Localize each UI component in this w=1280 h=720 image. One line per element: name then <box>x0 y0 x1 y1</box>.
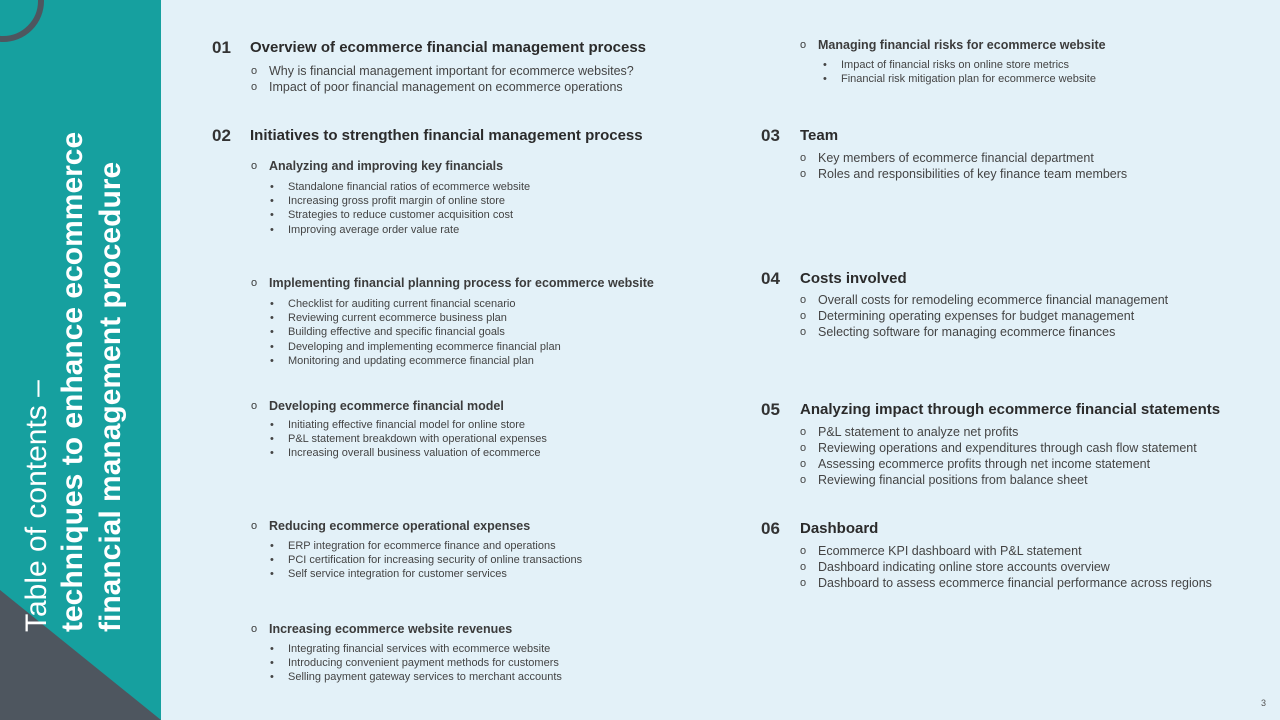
list-item: o Dashboard to assess ecommerce financial performance across regions <box>818 576 1212 590</box>
subsection-label: o Increasing ecommerce website revenues <box>269 622 512 636</box>
list-item: o Selecting software for managing ecommerce finances <box>818 325 1115 339</box>
subsection-label: o Analyzing and improving key financials <box>269 159 503 173</box>
subsection-label: o Implementing financial planning process for ecommerce website <box>269 276 654 290</box>
list-item: o Reviewing financial positions from balance sheet <box>818 473 1088 487</box>
list-item: o Why is financial management important for ecommerce websites? <box>269 64 634 78</box>
list-item: • Introducing convenient payment methods for customers <box>288 657 559 669</box>
list-item: • Impact of financial risks on online store metrics <box>841 59 1069 71</box>
section-title[interactable]: Initiatives to strengthen financial management process <box>250 127 643 144</box>
section-number: 03 <box>761 126 780 145</box>
section-title[interactable]: Overview of ecommerce financial management process <box>250 39 646 56</box>
section-number: 04 <box>761 269 780 288</box>
list-item: o Assessing ecommerce profits through net income statement <box>818 457 1150 471</box>
page-title <box>20 32 130 632</box>
list-item: o Determining operating expenses for budget management <box>818 309 1134 323</box>
section-number: 05 <box>761 400 780 419</box>
section-title[interactable]: Team <box>800 127 839 144</box>
list-item: o Ecommerce KPI dashboard with P&L statement <box>818 544 1082 558</box>
sidebar-panel <box>0 0 161 720</box>
list-item: o Impact of poor financial management on ecommerce operations <box>269 80 623 94</box>
list-item: • Initiating effective financial model for online store <box>288 419 525 431</box>
list-item: o Dashboard indicating online store accounts overview <box>818 560 1110 574</box>
list-item: • Reviewing current ecommerce business plan <box>288 312 507 324</box>
section-number: 01 <box>212 38 231 57</box>
list-item: • Standalone financial ratios of ecommerce website <box>288 181 530 193</box>
list-item: • Strategies to reduce customer acquisition cost <box>288 209 513 221</box>
list-item: • Increasing overall business valuation of ecommerce <box>288 447 541 459</box>
subsection-label: o Managing financial risks for ecommerce website <box>818 38 1106 52</box>
list-item: o P&L statement to analyze net profits <box>818 425 1018 439</box>
title-line-1: Table of contents – <box>20 380 53 632</box>
list-item: • Financial risk mitigation plan for ecommerce website <box>841 73 1096 85</box>
list-item: • Checklist for auditing current financial scenario <box>288 298 515 310</box>
list-item: o Roles and responsibilities of key finance team members <box>818 167 1127 181</box>
section-title[interactable]: Costs involved <box>800 270 907 287</box>
list-item: • Building effective and specific financial goals <box>288 326 505 338</box>
subsection-label: o Reducing ecommerce operational expenses <box>269 519 530 533</box>
section-number: 06 <box>761 519 780 538</box>
list-item: • PCI certification for increasing security of online transactions <box>288 554 582 566</box>
title-line-2: techniques to enhance ecommerce <box>56 131 89 632</box>
list-item: • P&L statement breakdown with operational expenses <box>288 433 547 445</box>
list-item: • Self service integration for customer services <box>288 568 507 580</box>
page-number: 3 <box>1260 698 1266 708</box>
list-item: • Increasing gross profit margin of online store <box>288 195 505 207</box>
list-item: • ERP integration for ecommerce finance and operations <box>288 540 556 552</box>
list-item: • Developing and implementing ecommerce financial plan <box>288 341 561 353</box>
title-line-3: financial management procedure <box>94 161 127 632</box>
list-item: • Monitoring and updating ecommerce financial plan <box>288 355 534 367</box>
section-title[interactable]: Dashboard <box>800 520 879 537</box>
list-item: • Selling payment gateway services to merchant accounts <box>288 671 562 683</box>
section-title[interactable]: Analyzing impact through ecommerce financial statements <box>800 401 1221 418</box>
list-item: o Overall costs for remodeling ecommerce financial management <box>818 293 1168 307</box>
list-item: o Reviewing operations and expenditures through cash flow statement <box>818 441 1197 455</box>
subsection-label: o Developing ecommerce financial model <box>269 399 504 413</box>
list-item: • Integrating financial services with ecommerce website <box>288 643 550 655</box>
section-number: 02 <box>212 126 231 145</box>
list-item: • Improving average order value rate <box>288 224 459 236</box>
list-item: o Key members of ecommerce financial department <box>818 151 1094 165</box>
